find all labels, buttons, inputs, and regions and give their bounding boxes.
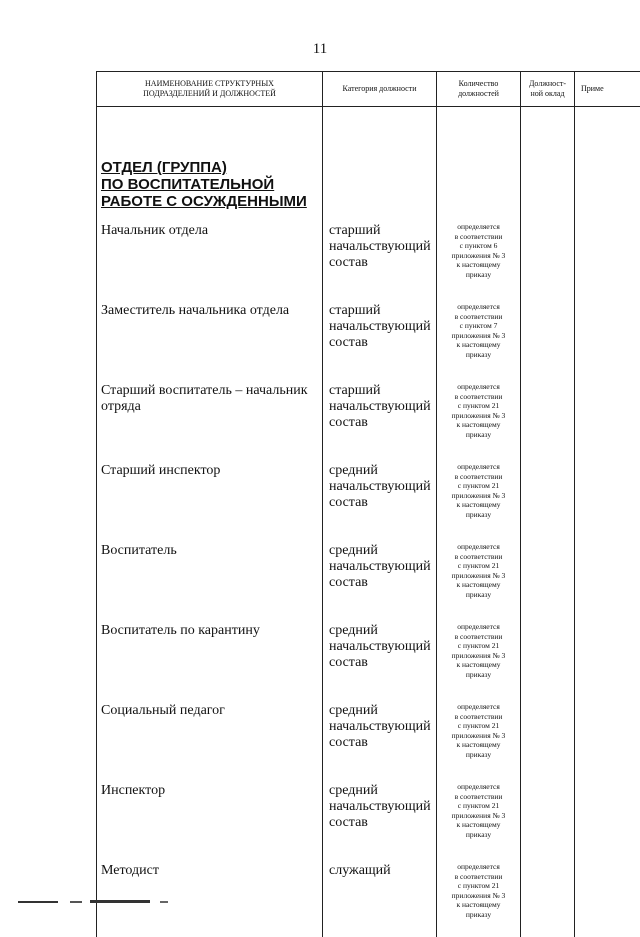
- position-name: Старший воспитатель – начальник отряда: [97, 377, 323, 457]
- staff-table: [96, 71, 640, 937]
- position-name: Методист: [97, 857, 323, 937]
- position-notes: [575, 697, 640, 777]
- position-quantity: определяется в соответствии с пунктом 21 приложения № 3 к настоящему приказу: [437, 617, 521, 697]
- position-salary: [521, 697, 575, 777]
- table-row: [97, 537, 640, 617]
- position-quantity: определяется в соответствии с пунктом 21 приложения № 3 к настоящему приказу: [437, 857, 521, 937]
- position-quantity: определяется в соответствии с пунктом 6 приложения № 3 к настоящему приказу: [437, 217, 521, 297]
- position-category: старший начальствующий состав: [323, 377, 437, 457]
- position-name: Инспектор: [97, 777, 323, 857]
- table-row: [97, 457, 640, 537]
- header-name: НАИМЕНОВАНИЕ СТРУКТУРНЫХ ПОДРАЗДЕЛЕНИЙ И ДОЛЖНОСТЕЙ: [97, 72, 323, 107]
- section-title: ОТДЕЛ (ГРУППА) ПО ВОСПИТАТЕЛЬНОЙ РАБОТЕ С ОСУЖДЕННЫМИ: [101, 159, 322, 210]
- position-notes: [575, 457, 640, 537]
- position-name: Заместитель начальника отдела: [97, 297, 323, 377]
- position-salary: [521, 217, 575, 297]
- table-row: [97, 617, 640, 697]
- table-row: [97, 297, 640, 377]
- table-header-row: [97, 72, 640, 107]
- table-row: [97, 217, 640, 297]
- header-quantity: Количество должностей: [437, 72, 521, 107]
- position-name: Воспитатель: [97, 537, 323, 617]
- table-row: [97, 697, 640, 777]
- position-quantity: определяется в соответствии с пунктом 21 приложения № 3 к настоящему приказу: [437, 697, 521, 777]
- position-salary: [521, 617, 575, 697]
- position-category: средний начальствующий состав: [323, 537, 437, 617]
- position-salary: [521, 377, 575, 457]
- position-name: Социальный педагог: [97, 697, 323, 777]
- position-notes: [575, 377, 640, 457]
- table-row: [97, 377, 640, 457]
- position-quantity: определяется в соответствии с пунктом 21 приложения № 3 к настоящему приказу: [437, 777, 521, 857]
- position-quantity: определяется в соответствии с пунктом 21 приложения № 3 к настоящему приказу: [437, 377, 521, 457]
- position-notes: [575, 617, 640, 697]
- header-notes: Приме: [575, 72, 640, 107]
- position-name: Старший инспектор: [97, 457, 323, 537]
- section-cell: [97, 107, 323, 218]
- position-notes: [575, 217, 640, 297]
- header-category: Категория должности: [323, 72, 437, 107]
- position-category: служащий: [323, 857, 437, 937]
- table-row: [97, 777, 640, 857]
- position-category: средний начальствующий состав: [323, 617, 437, 697]
- position-salary: [521, 457, 575, 537]
- position-name: Начальник отдела: [97, 217, 323, 297]
- position-category: старший начальствующий состав: [323, 217, 437, 297]
- header-salary: Должност-ной оклад: [521, 72, 575, 107]
- position-category: средний начальствующий состав: [323, 777, 437, 857]
- section-row: [97, 107, 640, 218]
- position-salary: [521, 537, 575, 617]
- position-quantity: определяется в соответствии с пунктом 21 приложения № 3 к настоящему приказу: [437, 537, 521, 617]
- position-category: средний начальствующий состав: [323, 457, 437, 537]
- position-salary: [521, 777, 575, 857]
- position-salary: [521, 297, 575, 377]
- position-category: старший начальствующий состав: [323, 297, 437, 377]
- position-notes: [575, 297, 640, 377]
- position-name: Воспитатель по карантину: [97, 617, 323, 697]
- scan-edge-marks: [0, 897, 640, 905]
- position-quantity: определяется в соответствии с пунктом 21 приложения № 3 к настоящему приказу: [437, 457, 521, 537]
- position-quantity: определяется в соответствии с пунктом 7 приложения № 3 к настоящему приказу: [437, 297, 521, 377]
- position-notes: [575, 537, 640, 617]
- position-category: средний начальствующий состав: [323, 697, 437, 777]
- page-number: 11: [0, 41, 640, 58]
- position-notes: [575, 777, 640, 857]
